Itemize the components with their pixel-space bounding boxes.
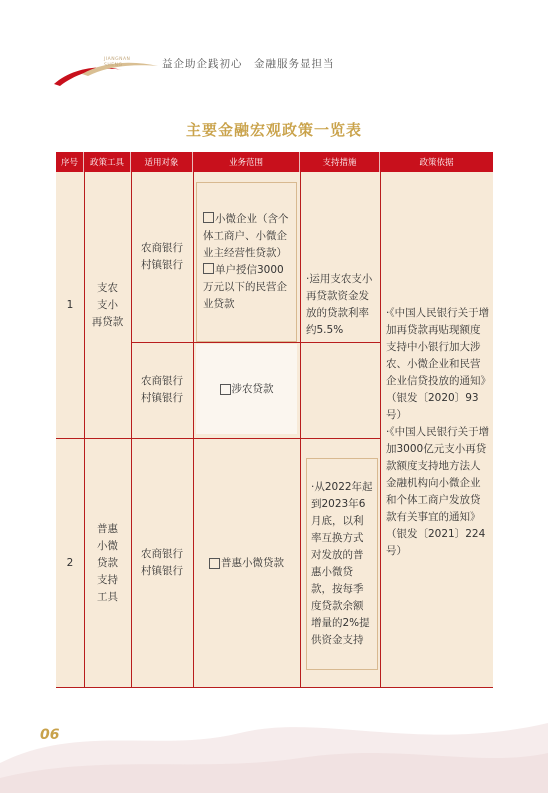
row2-tool: 普惠 小微 贷款 支持 工具: [97, 522, 118, 603]
page-header: [0, 0, 548, 120]
row1-target-a: 农商银行 村镇银行: [141, 242, 183, 271]
footer-pattern-decoration: [0, 683, 548, 793]
scope-item-small-micro: 小微企业（含个体工商户、小微企业主经营性贷款）: [203, 213, 289, 259]
row1-scope-b: 涉农贷款: [196, 344, 297, 434]
grid-line: [193, 172, 194, 688]
grid-line: [300, 172, 301, 688]
checkbox-square-icon: [203, 212, 214, 223]
header-cell-target: 适用对象: [131, 152, 193, 172]
row2-no: 2: [66, 556, 74, 569]
grid-line: [380, 172, 381, 688]
grid-line: [131, 172, 132, 688]
row1-no: 1: [66, 298, 74, 311]
brand-text: JIANGNAN SHENG: [104, 57, 131, 68]
row1-tool: 支农 支小 再贷款: [91, 281, 124, 328]
grid-line: [131, 342, 380, 343]
row2-scope: 普惠小微贷款: [193, 438, 300, 688]
grid-line: [56, 438, 380, 439]
scope-item-private-enterprise: 单户授信3000万元以下的民营企业贷款: [203, 264, 287, 310]
header-cell-no: 序号: [56, 152, 84, 172]
header-slogan: 益企助企践初心 金融服务显担当: [162, 58, 335, 70]
policy-table: [56, 152, 493, 688]
page-number: 06: [40, 727, 60, 743]
header-cell-measure: 支持措施: [300, 152, 380, 172]
page-title: 主要金融宏观政策一览表: [185, 121, 362, 139]
header-cell-tool: 政策工具: [84, 152, 131, 172]
header-cell-scope: 业务范围: [193, 152, 300, 172]
row2-measure: ·从2022年起到2023年6月底，以利率互换方式对发放的普惠小微贷款，按每季度贷款余额增量的2%提供资金支持: [306, 458, 378, 670]
row1-target-b: 农商银行 村镇银行: [141, 375, 183, 404]
grid-line: [84, 172, 85, 688]
row1-measure: ·运用支农支小再贷款资金发放的贷款利率约5.5%: [306, 273, 373, 336]
header-cell-basis: 政策依据: [380, 152, 493, 172]
row1-scope-a: [196, 182, 297, 342]
checkbox-square-icon: [203, 263, 214, 274]
checkbox-square-icon: [220, 384, 231, 395]
policy-basis: ·《中国人民银行关于增加再贷款再贴现额度支持中小银行加大涉农、小微企业和民营企业信贷投放的通知》（银发〔2020〕93号） ·《中国人民银行关于增加3000亿元支小再贷款额度支持地方法人金融机构向小微企业和个体工商户发放贷款有关事宜的通知》（银发〔2021〕224号）: [386, 306, 490, 557]
checkbox-square-icon: [209, 558, 220, 569]
row2-target: 农商银行 村镇银行: [141, 548, 183, 577]
